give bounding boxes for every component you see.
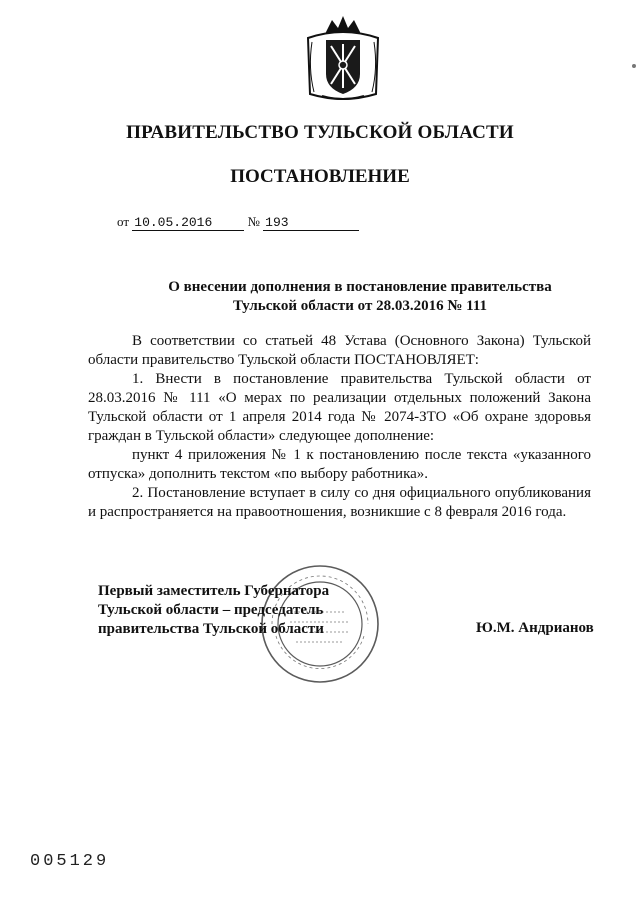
date-prefix: от bbox=[117, 214, 130, 229]
signatory-name: Ю.М. Андрианов bbox=[476, 620, 594, 636]
document-subject bbox=[150, 278, 570, 316]
number-prefix: № bbox=[247, 214, 260, 229]
tula-coat-of-arms-icon bbox=[302, 12, 384, 102]
body-paragraph-4: 2. Постановление вступает в силу со дня официального опубликования и распространяется на правоотношения, возникшие с 8 февраля 2016 года. bbox=[88, 485, 591, 520]
body-paragraph-3: пункт 4 приложения № 1 к постановлению после текста «указанного отпуска» дополнить текстом «по выбору работника». bbox=[88, 447, 591, 482]
signatory-line-2: Тульской области – председатель bbox=[98, 602, 324, 618]
body-paragraph-2: 1. Внести в постановление правительства Тульской области от 28.03.2016 № 111 «О мерах по реализации отдельных положений Закона Тульской области от 1 апреля 2014 года № 2074-ЗТО «Об охране здоровья граждан в Тульской области» следующее дополнение: bbox=[88, 371, 591, 444]
registration-number: 005129 bbox=[30, 852, 110, 871]
document-number: 193 bbox=[263, 215, 359, 231]
subject-line-2: Тульской области от 28.03.2016 № 111 bbox=[232, 298, 488, 314]
scan-mark bbox=[632, 64, 636, 68]
document-type: ПОСТАНОВЛЕНИЕ bbox=[230, 166, 410, 187]
document-body bbox=[88, 332, 591, 522]
document-date: 10.05.2016 bbox=[132, 215, 244, 231]
signatory-line-1: Первый заместитель Губернатора bbox=[98, 583, 330, 599]
subject-line-1: О внесении дополнения в постановление правительства bbox=[168, 279, 552, 295]
signatory-line-3: правительства Тульской области bbox=[98, 621, 324, 637]
body-paragraph-1: В соответствии со статьей 48 Устава (Основного Закона) Тульской области правительство Тульской области ПОСТАНОВЛЯЕТ: bbox=[88, 333, 591, 368]
signatory-position bbox=[98, 582, 398, 639]
government-title: ПРАВИТЕЛЬСТВО ТУЛЬСКОЙ ОБЛАСТИ bbox=[126, 122, 514, 143]
date-number-line bbox=[117, 214, 359, 231]
